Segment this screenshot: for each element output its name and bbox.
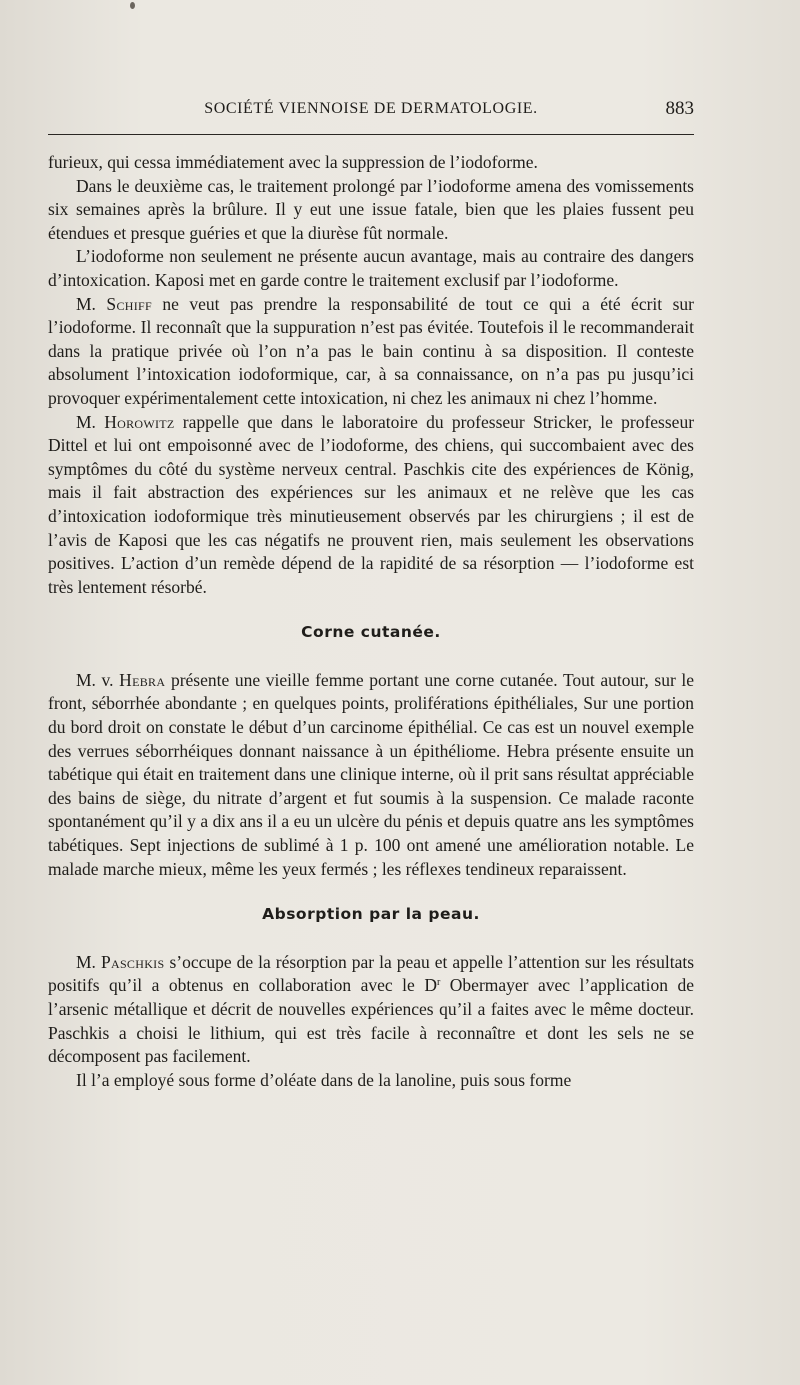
paragraph-2: Dans le deuxième cas, le traitement prolongé par l’iodoforme amena des vomissements six semaines après la brûlure. Il y eut une issue fatale, bien que les plaies fussent peu étendues et presque guéries et que la diurèse fût normale.	[48, 175, 694, 243]
speaker-prefix: M.	[76, 411, 96, 432]
speaker-name: Horowitz	[104, 411, 175, 432]
speaker-prefix: M.	[76, 293, 96, 314]
paragraph-4-text: ne veut pas prendre la responsabilité de tout ce qui a été écrit sur l’iodoforme. Il reconnaît que la suppuration n’est pas évitée. Toutefois il le recommanderait dans la pratique privée où l’on n’a pas le bain continu à sa disposition. Il conteste absolument l’intoxication iodoformique, car, à sa connaissance, on n’a pas pu jusqu’ici provoquer expérimentalement cette intoxication, ni chez les animaux ni chez l’homme.	[48, 293, 694, 408]
doctor-abbrev: D	[424, 975, 437, 996]
header-rule	[48, 134, 694, 135]
section-heading-corne-cutanee: Corne cutanée.	[301, 623, 441, 642]
paragraph-3: L’iodoforme non seulement ne présente aucun avantage, mais au contraire des dangers d’intoxication. Kaposi met en garde contre le traitement exclusif par l’iodoforme.	[48, 246, 694, 290]
speaker-prefix: M. v.	[76, 669, 114, 690]
paragraph-5-text: rappelle que dans le laboratoire du professeur Stricker, le professeur Dittel et lui ont empoisonné avec de l’iodoforme, des chiens, qui succombaient avec des symptômes du côté du système nerveux central. Paschkis cite des expériences de König, mais il fait abstraction des expériences sur les animaux et ne relève que les cas d’intoxication iodoformique très minutieusement observés par les chirurgiens ; il est de l’avis de Kaposi que les cas négatifs ne prouvent rien, mais seulement les observations positives. L’action d’un remède dépend de la rapidité de sa résorption — l’iodoforme est très lentement résorbé.	[48, 411, 695, 597]
speaker-name: Hebra	[119, 669, 166, 690]
speaker-name: Paschkis	[100, 951, 165, 972]
speaker-name: Schiff	[106, 293, 152, 314]
paragraph-5	[48, 411, 694, 600]
running-header	[48, 98, 694, 124]
print-speck	[130, 2, 135, 9]
running-title: SOCIÉTÉ VIENNOISE DE DERMATOLOGIE.	[204, 100, 538, 117]
doctor-abbrev-sup: r	[436, 977, 441, 989]
paragraph-6	[48, 669, 694, 881]
paragraph-6-text: présente une vieille femme portant une corne cutanée. Tout autour, sur le front, séborrhée abondante ; en quelques points, proliférations épithéliales, Sur une portion du bord droit on constate le début d’un carcinome épithélial. Ce cas est un nouvel exemple des verrues séborrhéiques donnant naissance à un épithéliome. Hebra présente ensuite un tabétique qui était en traitement dans une clinique interne, où il prit sans résultat appréciable des bains de siège, du nitrate d’argent et fut soumis à la suspension. Ce malade raconte spontanément qu’il y a dix ans il a eu un ulcère du pénis et depuis quatre ans les symptômes tabétiques. Sept injections de sublimé à 1 p. 100 ont amené une amélioration notable. Le malade marche mieux, même les yeux fermés ; les réflexes tendineux reparaissent.	[48, 669, 695, 879]
section-heading-absorption: Absorption par la peau.	[262, 905, 480, 924]
body-text	[48, 151, 694, 1092]
page-number: 883	[665, 98, 694, 119]
paragraph-7-text-a: s’occupe de la résorption par la peau et appelle l’attention sur les résultats positifs qu’il a obtenus en collaboration avec le	[48, 951, 695, 996]
paragraph-7-text-b: Obermayer avec l’application de l’arsenic métallique et décrit de nouvelles expériences qu’il a faites avec le même docteur. Paschkis a choisi le lithium, qui est très facile à reconnaître et dont les sels ne se décomposent pas facilement.	[48, 975, 695, 1067]
paragraph-4	[48, 293, 694, 411]
paragraph-7	[48, 951, 694, 1069]
paragraph-8: Il l’a employé sous forme d’oléate dans de la lanoline, puis sous forme	[76, 1069, 572, 1090]
paragraph-1: furieux, qui cessa immédiatement avec la suppression de l’iodoforme.	[48, 152, 538, 172]
speaker-prefix: M.	[76, 951, 96, 972]
